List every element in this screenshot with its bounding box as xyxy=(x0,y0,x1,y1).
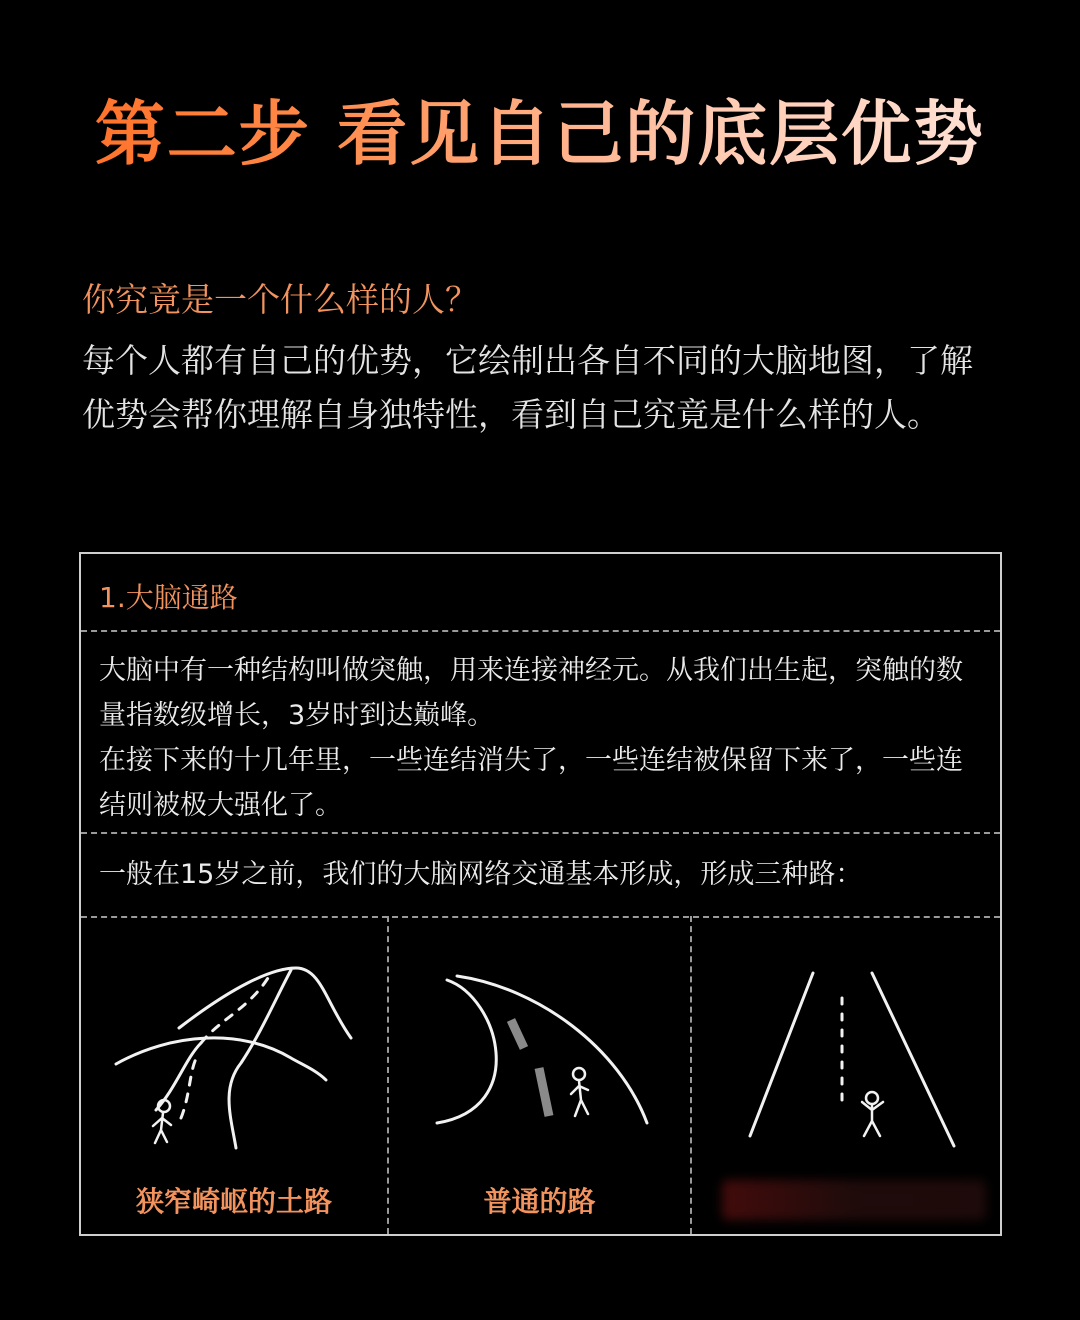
intro-question: 你究竟是一个什么样的人？ xyxy=(82,280,478,319)
paragraph-line: 在接下来的十几年里，一些连结消失了，一些连结被保留下来了，一些连结则被极大强化了。 xyxy=(99,745,963,821)
road-option-normal xyxy=(389,918,690,1234)
road-label: 狭窄崎岖的土路 xyxy=(135,1185,332,1218)
card-title: 1.大脑通路 xyxy=(99,581,238,614)
blurred-road-label xyxy=(722,1180,986,1220)
card-paragraph-2: 一般在15岁之前，我们的大脑网络交通基本形成，形成三种路： xyxy=(99,859,863,890)
card-paragraph-1 xyxy=(99,648,979,828)
divider xyxy=(81,630,1000,632)
divider xyxy=(81,832,1000,834)
brain-pathway-card xyxy=(79,552,1002,1236)
road-label: 普通的路 xyxy=(483,1185,596,1218)
page-title: 第二步 看见自己的底层优势 xyxy=(0,78,1080,179)
intro-text: 每个人都有自己的优势，它绘制出各自不同的大脑地图，了解优势会帮你理解自身独特性，看到自己究竟是什么样的人。 xyxy=(82,341,973,434)
road-option-dirt xyxy=(81,918,387,1234)
paragraph-line: 大脑中有一种结构叫做突触，用来连接神经元。从我们出生起，突触的数量指数级增长，3岁时到达巅峰。 xyxy=(99,655,963,731)
road-option-highway xyxy=(692,918,1002,1234)
